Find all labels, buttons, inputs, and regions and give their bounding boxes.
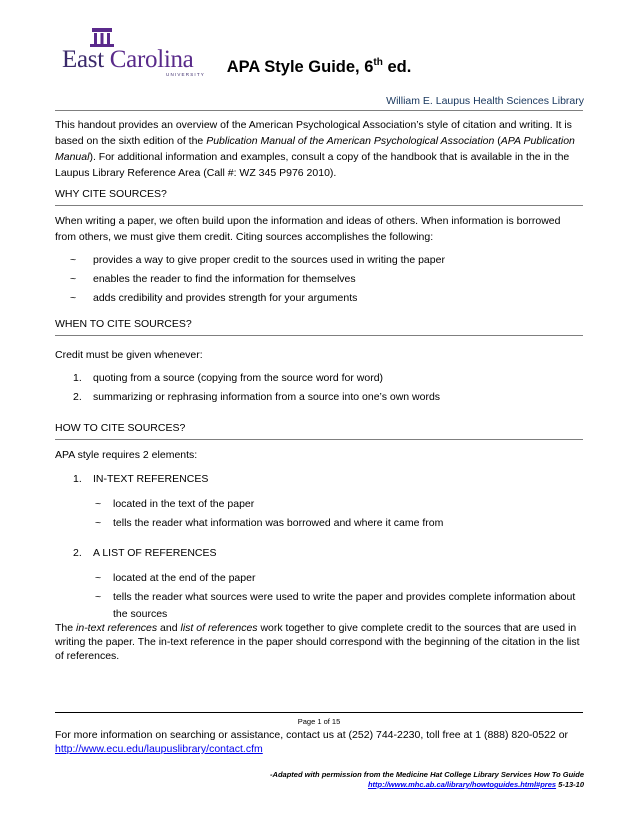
element-bullet: ~ — [95, 517, 102, 529]
when-rule — [55, 335, 583, 336]
when-item: summarizing or rephrasing information from a source into one’s own words — [93, 391, 441, 403]
element-item: tells the reader what information was borrowed and where it came from — [113, 517, 444, 529]
when-item: quoting from a source (copying from the source word for word) — [93, 372, 384, 384]
element-label: IN-TEXT REFERENCES — [93, 473, 209, 485]
element-number: 2. — [73, 547, 82, 559]
element-bullet: ~ — [95, 591, 102, 603]
when-number: 1. — [73, 372, 82, 384]
how-rule — [55, 439, 583, 440]
credit-text: -Adapted with permission from the Medicine Hat College Library Services How To Guide — [270, 770, 584, 779]
header-rule — [55, 110, 583, 111]
footer-text: For more information on searching or assistance, contact us at (252) 744-2230, toll free at 1 (888) 820-0522 or — [55, 729, 569, 741]
credit-note — [270, 770, 584, 790]
why-item: adds credibility and provides strength for your arguments — [93, 292, 358, 304]
why-bullet: ~ — [70, 254, 77, 266]
contact-link[interactable]: http://www.ecu.edu/laupuslibrary/contact.cfm — [55, 743, 263, 755]
footer-contact — [55, 728, 595, 756]
element-bullet: ~ — [95, 498, 102, 510]
library-name: William E. Laupus Health Sciences Library — [386, 95, 584, 107]
footer-rule — [55, 712, 583, 713]
credit-date: 5-13-10 — [556, 780, 584, 789]
credit-link[interactable]: http://www.mhc.ab.ca/library/howtoguides.html#pres — [367, 780, 557, 789]
closing-paragraph: The in-text references and list of references work together to give complete credit to the sources that are used in writing the paper. The in-text reference in the paper should correspond with the beginning of the citation in the list of references. — [55, 622, 580, 662]
element-label: A LIST OF REFERENCES — [93, 547, 217, 559]
logo-university: UNIVERSITY — [166, 72, 206, 77]
why-bullet: ~ — [70, 292, 77, 304]
element-bullet: ~ — [95, 572, 102, 584]
intro-paragraph: This handout provides an overview of the American Psychological Association’s style of citation and writing. It is based on the sixth edition of the Publication Manual of the American Psychological Association (APA Publication Manual). For additional information and examples, consult a copy of the handbook that is available in the in the Laupus Library Reference Area (Call #: WZ 345 P976 2010). — [55, 119, 575, 179]
page-number: Page 1 of 15 — [297, 717, 341, 726]
page-title: APA Style Guide, 6th ed. — [226, 57, 412, 76]
when-paragraph: Credit must be given whenever: — [55, 349, 203, 361]
when-number: 2. — [73, 391, 82, 403]
logo-wordmark: East Carolina — [62, 46, 194, 73]
why-rule — [55, 205, 583, 206]
element-item: the sources — [113, 608, 168, 620]
why-paragraph: When writing a paper, we often build upon the information and ideas of others. When information is borrowed from others, we must give them credit. Citing sources accomplishes the following: — [55, 215, 561, 243]
how-paragraph: APA style requires 2 elements: — [55, 449, 198, 461]
element-item: located in the text of the paper — [113, 498, 255, 510]
why-bullet: ~ — [70, 273, 77, 285]
why-heading: WHY CITE SOURCES? — [55, 188, 167, 200]
why-item: enables the reader to find the information for themselves — [93, 273, 356, 285]
cupola-icon — [90, 28, 114, 48]
element-item: located at the end of the paper — [113, 572, 256, 584]
element-number: 1. — [73, 473, 82, 485]
how-heading: HOW TO CITE SOURCES? — [55, 422, 186, 434]
when-heading: WHEN TO CITE SOURCES? — [55, 318, 192, 330]
element-item: tells the reader what sources were used to write the paper and provides complete information about — [113, 591, 576, 603]
why-item: provides a way to give proper credit to the sources used in writing the paper — [93, 254, 445, 266]
